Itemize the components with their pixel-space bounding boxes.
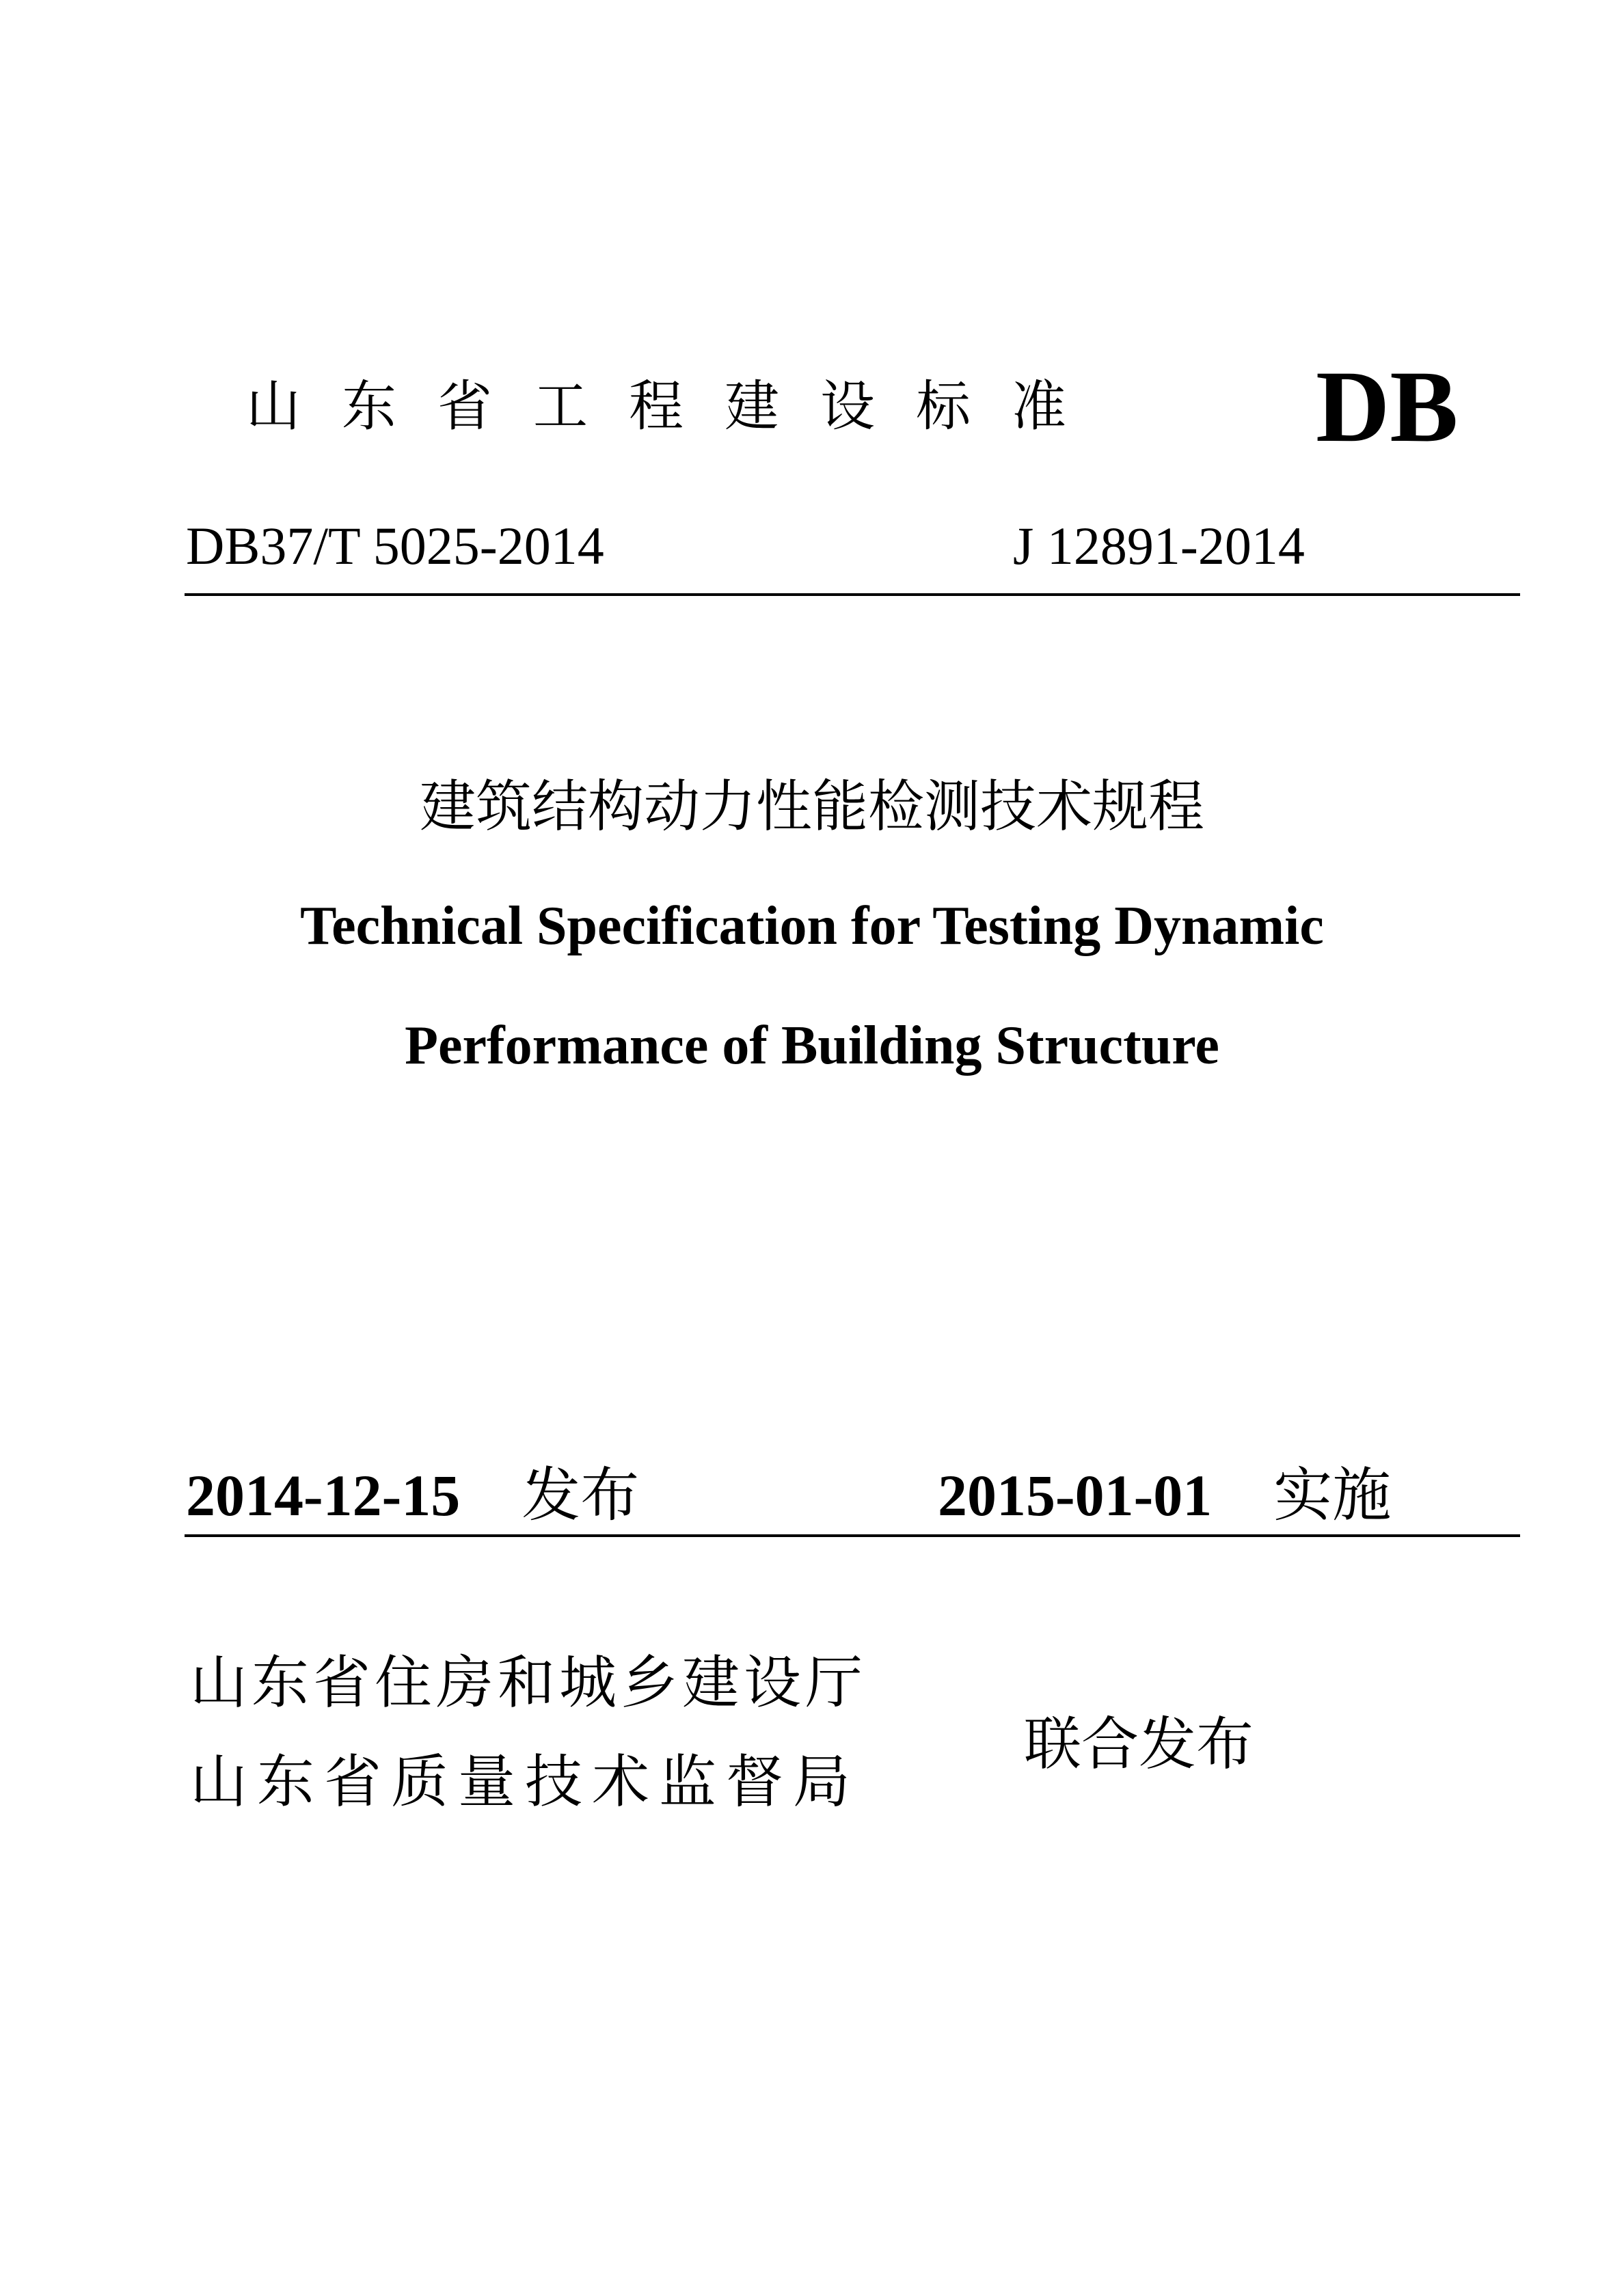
issue-date: 2014-12-15 — [186, 1463, 461, 1528]
issue-date-row — [186, 1461, 640, 1530]
title-chinese: 建筑结构动力性能检测技术规程 — [419, 774, 1204, 839]
implement-date: 2015-01-01 — [938, 1463, 1213, 1528]
publisher-line1: 山东省住房和城乡建设厅 — [190, 1649, 867, 1716]
db-mark: DB — [1316, 350, 1459, 463]
implement-date-row — [938, 1461, 1392, 1530]
standard-category: 山东省工程建设标准 — [246, 375, 1107, 438]
implement-word: 实施 — [1273, 1461, 1392, 1530]
title-english-line2: Performance of Building Structure — [405, 1016, 1219, 1076]
dates-divider — [185, 1534, 1520, 1537]
issue-word: 发布 — [522, 1461, 640, 1530]
joint-publish-label: 联合发布 — [1024, 1711, 1254, 1778]
publisher-line2: 山东省质量技术监督局 — [190, 1748, 861, 1815]
standard-number: DB37/T 5025-2014 — [186, 516, 604, 575]
header-divider — [185, 593, 1520, 596]
record-number: J 12891-2014 — [1013, 516, 1305, 575]
title-english-line1: Technical Specification for Testing Dynamic — [300, 896, 1324, 956]
